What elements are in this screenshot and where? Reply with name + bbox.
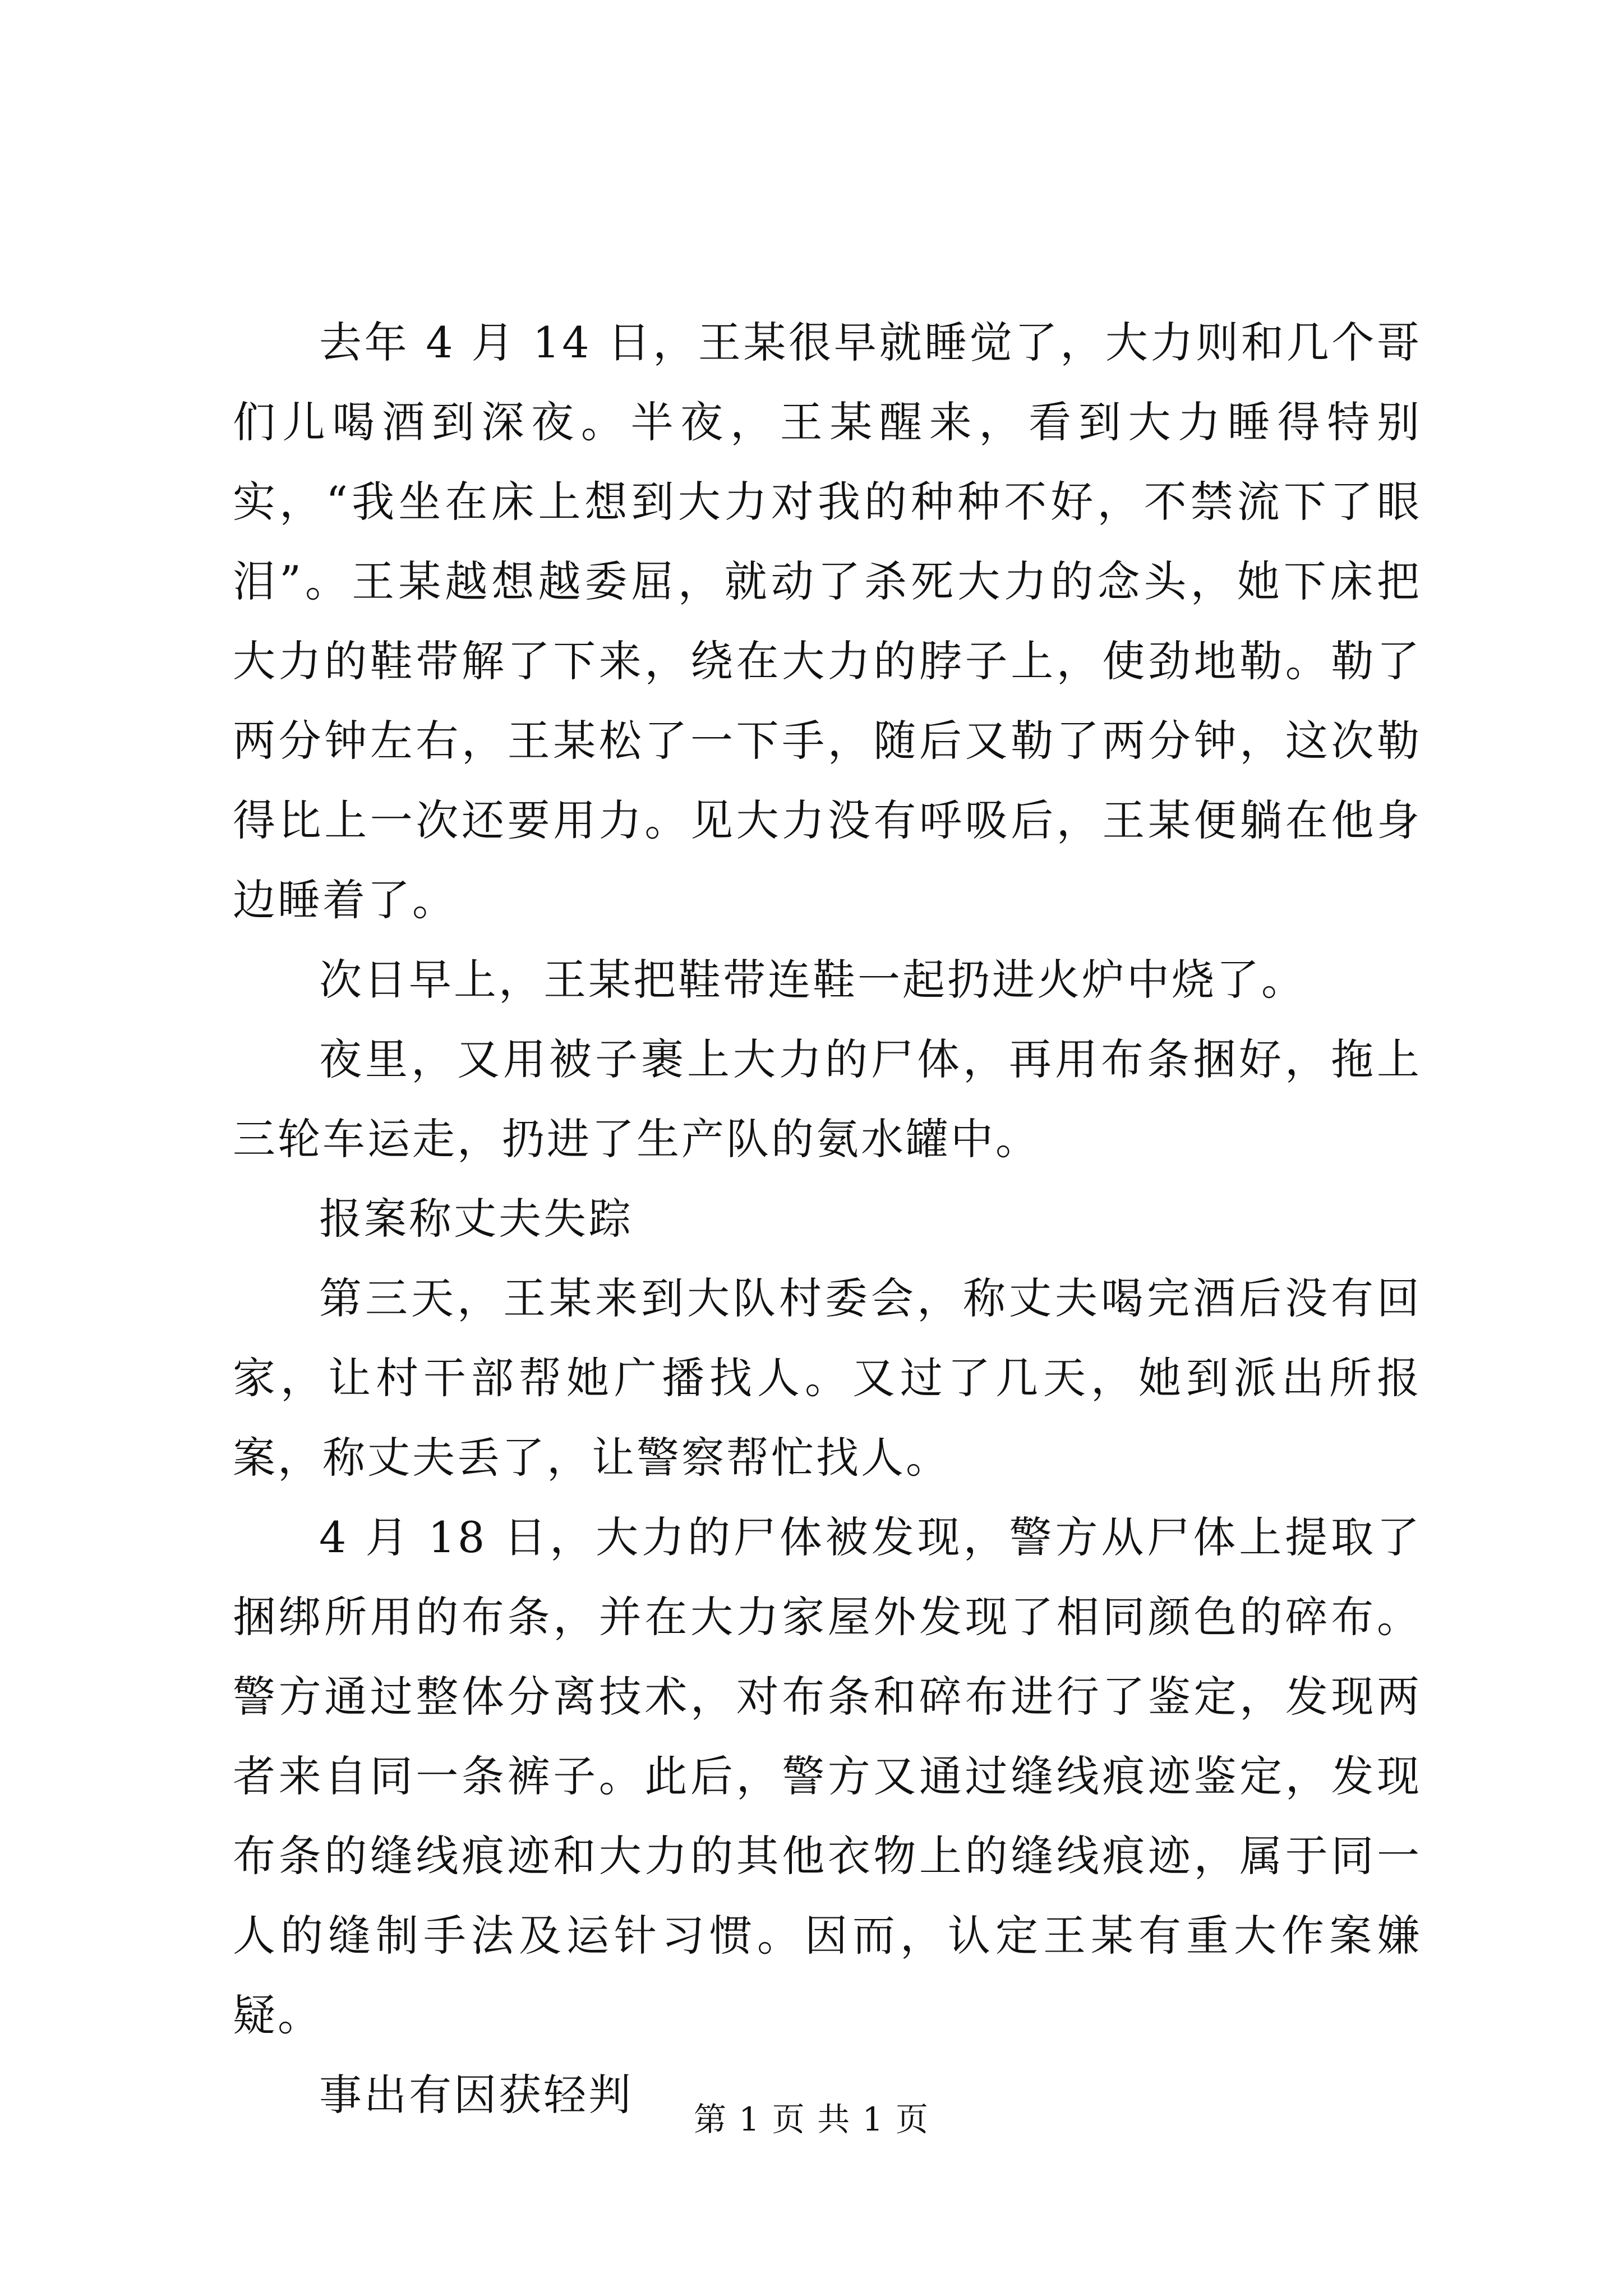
- paragraph-next-morning: 次日早上，王某把鞋带连鞋一起扔进火炉中烧了。: [319, 955, 1306, 1005]
- paragraph-body-disposal: 夜里，又用被子裹上大力的尸体，再用布条捆好，拖上三轮车运走，扔进了生产队的氨水罐中。: [233, 1034, 1422, 1164]
- paragraph-night-incident: 去年 4 月 14 日，王某很早就睡觉了，大力则和几个哥们儿喝酒到深夜。半夜，王某醒来，看到大力睡得特别实，“我坐在床上想到大力对我的种种不好，不禁流下了眼泪”。王某越想越委屈，就动了杀死大力的念头，她下床把大力的鞋带解了下来，绕在大力的脖子上，使劲地勒。勒了两分钟左右，王某松了一下手，随后又勒了两分钟，这次勒得比上一次还要用力。见大力没有呼吸后，王某便躺在他身边睡着了。: [233, 318, 1422, 925]
- section-heading-light-sentence: 事出有因获轻判: [319, 2070, 633, 2120]
- document-body: [233, 303, 1422, 2135]
- page-footer: 第 1 页 共 1 页: [694, 2100, 929, 2138]
- section-heading-missing-report: 报案称丈夫失踪: [319, 1194, 633, 1244]
- paragraph-missing-report: 第三天，王某来到大队村委会，称丈夫喝完酒后没有回家，让村干部帮她广播找人。又过了几天，她到派出所报案，称丈夫丢了，让警察帮忙找人。: [233, 1273, 1422, 1483]
- paragraph-investigation: 4 月 18 日，大力的尸体被发现，警方从尸体上提取了捆绑所用的布条，并在大力家屋外发现了相同颜色的碎布。警方通过整体分离技术，对布条和碎布进行了鉴定，发现两者来自同一条裤子。此后，警方又通过缝线痕迹鉴定，发现布条的缝线痕迹和大力的其他衣物上的缝线痕迹，属于同一人的缝制手法及运针习惯。因而，认定王某有重大作案嫌疑。: [233, 1512, 1422, 2040]
